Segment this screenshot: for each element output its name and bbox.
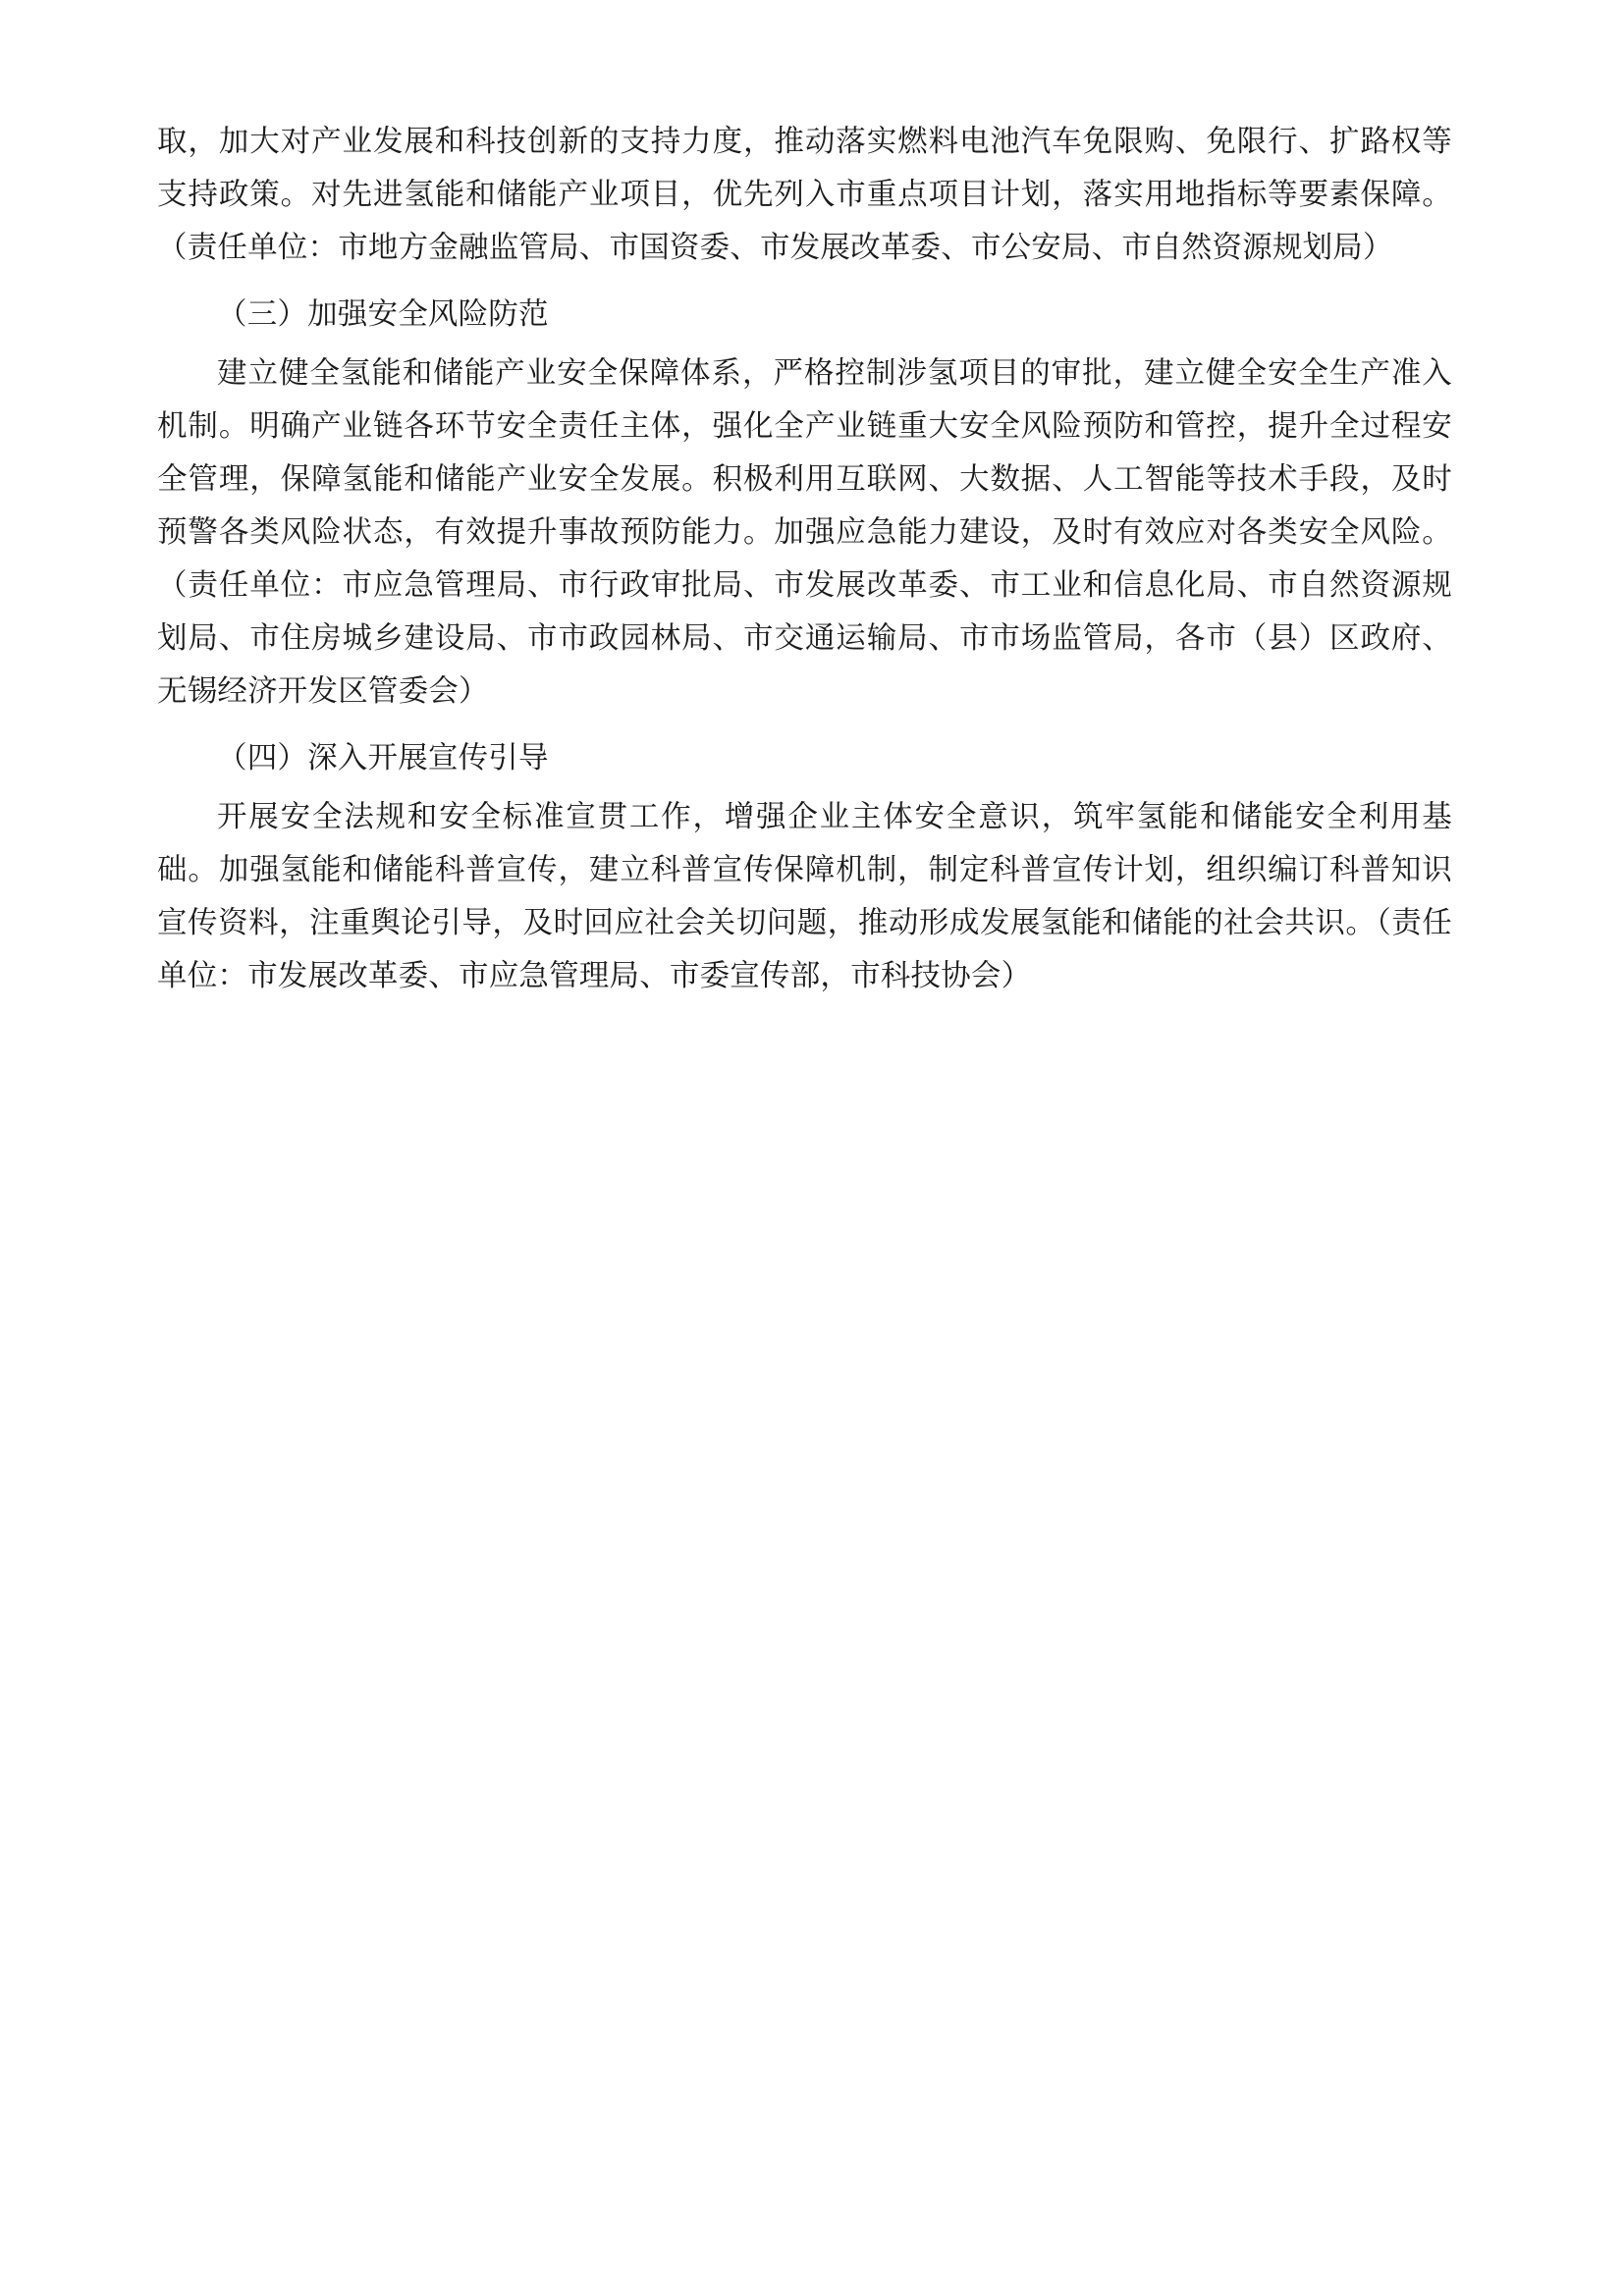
section-heading-three: （三）加强安全风险防范 bbox=[217, 297, 549, 332]
section-three-paragraph: 建立健全氢能和储能产业安全保障体系，严格控制涉氢项目的审批，建立健全安全生产准入机制。明确产业链各环节安全责任主体，强化全产业链重大安全风险预防和管控，提升全过程安全管理，保障氢能和储能产业安全发展。积极利用互联网、大数据、人工智能等技术手段，及时预警各类风险状态，有效提升事故预防能力。加强应急能力建设，及时有效应对各类安全风险。（责任单位：市应急管理局、市行政审批局、市发展改革委、市工业和信息化局、市自然资源规划局、市住房城乡建设局、市市政园林局、市交通运输局、市市场监管局，各市（县）区政府、无锡经济开发区管委会） bbox=[157, 356, 1452, 709]
paragraph-continued: 取，加大对产业发展和科技创新的支持力度，推动落实燃料电池汽车免限购、免限行、扩路权等支持政策。对先进氢能和储能产业项目，优先列入市重点项目计划，落实用地指标等要素保障。（责任单位：市地方金融监管局、市国资委、市发展改革委、市公安局、市自然资源规划局） bbox=[157, 125, 1452, 265]
section-heading-four: （四）深入开展宣传引导 bbox=[217, 741, 549, 775]
section-four-paragraph: 开展安全法规和安全标准宣贯工作，增强企业主体安全意识，筑牢氢能和储能安全利用基础。加强氢能和储能科普宣传，建立科普宣传保障机制，制定科普宣传计划，组织编订科普知识宣传资料，注重舆论引导，及时回应社会关切问题，推动形成发展氢能和储能的社会共识。（责任单位：市发展改革委、市应急管理局、市委宣传部，市科技协会） bbox=[157, 800, 1452, 993]
document-body bbox=[157, 116, 1452, 1003]
